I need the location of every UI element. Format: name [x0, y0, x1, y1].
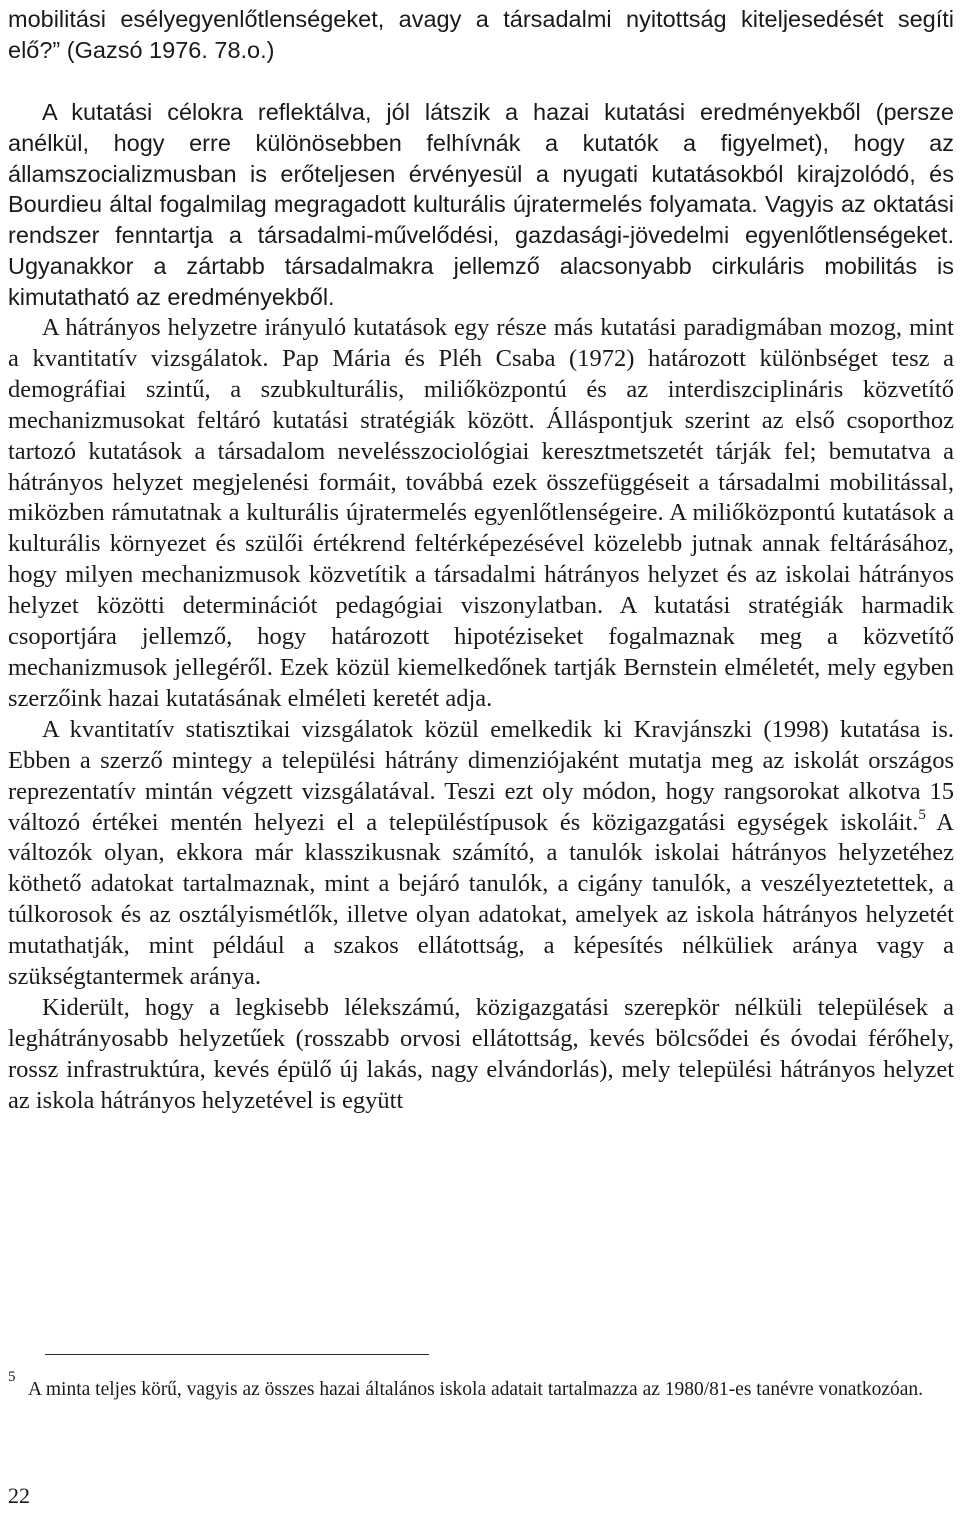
paragraph-kravjanszki-text-after: A változók olyan, ekkora már klasszikusnak számító, a tanulók iskolai hátrányos helyzetéhez köthető adatokat tartalmaznak, mint a bejáró tanulók, a cigány tanulók, a veszélyeztetettek, a túlkorosok és az osztályismétlők, illetve olyan adatokat, amelyek az iskola hátrányos helyzetét mutathatják, mint például a szakos ellátottság, a képesítés nélküliek aránya vagy a szükségtantermek aránya. — [8, 808, 954, 991]
footnote-reference[interactable]: 5 — [918, 806, 926, 823]
paragraph-continuation: mobilitási esélyegyenlőtlenségeket, avagy a társadalmi nyitottság kiteljesedését segíti elő?” (Gazsó 1976. 78.o.) — [8, 6, 954, 63]
page-body — [8, 4, 954, 1117]
footnote — [8, 1370, 954, 1403]
paragraph-findings: Kiderült, hogy a legkisebb lélekszámú, közigazgatási szerepkör nélküli települések a leghátrányosabb helyzetűek (rosszabb orvosi ellátottság, kevés bölcsődei és óvodai férőhely, rossz infrastruktúra, kevés épülő új lakás, nagy elvándorlás), mely települési hátrányos helyzet az iskola hátrányos helyzetével is együtt — [8, 993, 954, 1114]
footnote-text: A minta teljes körű, vagyis az összes hazai általános iskola adatait tartalmazza az 1980/81-es tanévre vonatkozóan. — [28, 1379, 924, 1400]
paragraph-kravjanszki-text-before: A kvantitatív statisztikai vizsgálatok közül emelkedik ki Kravjánszki (1998) kutatása is. Ebben a szerző mintegy a települési hátrány dimenziójaként mutatja meg az iskolát országos reprezentatív mintán végzett vizsgálatával. Teszi ezt oly módon, hogy rangsorokat alkotva 15 változó értékei mentén helyezi el a településtípusok és közigazgatási egységek iskoláit. — [8, 715, 954, 836]
paragraph-research-goals: A kutatási célokra reflektálva, jól látszik a hazai kutatási eredményekből (persze anélkül, hogy erre különösebben felhívnák a kutatók a figyelmet), hogy az államszocializmusban is erőteljesen érvényesül a nyugati kutatásokból kirajzolódó, és Bourdieu által fogalmilag megragadott kulturális újratermelés folyamata. Vagyis az oktatási rendszer fenntartja a társadalmi-művelődési, gazdasági-jövedelmi egyenlőtlenségeket. Ugyanakkor a zártabb társadalmakra jellemző alacsonyabb cirkuláris mobilitás is kimutatható az eredményekből. — [8, 98, 954, 311]
paragraph-research-paradigms: A hátrányos helyzetre irányuló kutatások egy része más kutatási paradigmában mozog, mint a kvantitatív vizsgálatok. Pap Mária és Pléh Csaba (1972) határozott különbséget tesz a demográfiai szintű, a szubkulturális, miliőközpontú és az interdiszciplináris közvetítő mechanizmusokat feltáró kutatási stratégiák között. Álláspontjuk szerint az első csoporthoz tartozó kutatások a társadalom nevelésszociológiai keresztmetszetét tárják fel; bemutatva a hátrányos helyzet megjelenési formáit, továbbá ezek összefüggéseit a társadalmi mobilitással, miközben rámutatnak a kulturális újratermelés egyenlőtlenségeire. A miliőközpontú kutatások a kulturális környezet és szülői értékrend feltérképezésével közelebb jutnak annak feltárásához, hogy milyen mechanizmusok közvetítik a társadalmi hátrányos helyzet és az iskolai hátrányos helyzet közötti determinációt pedagógiai viszonylatban. A kutatási stratégiák harmadik csoportjára jellemző, hogy határozott hipotéziseket fogalmaznak meg a közvetítő mechanizmusok jellegéről. Ezek közül kiemelkedőnek tartják Bernstein elméletét, mely egyben szerzőink hazai kutatásának elméleti keretét adja. — [8, 314, 954, 712]
paragraph-kravjanszki-study — [8, 715, 954, 993]
page-number: 22 — [8, 1483, 30, 1508]
footnote-number: 5 — [8, 1369, 16, 1385]
footnote-divider — [45, 1354, 429, 1355]
body-text — [8, 4, 954, 1117]
